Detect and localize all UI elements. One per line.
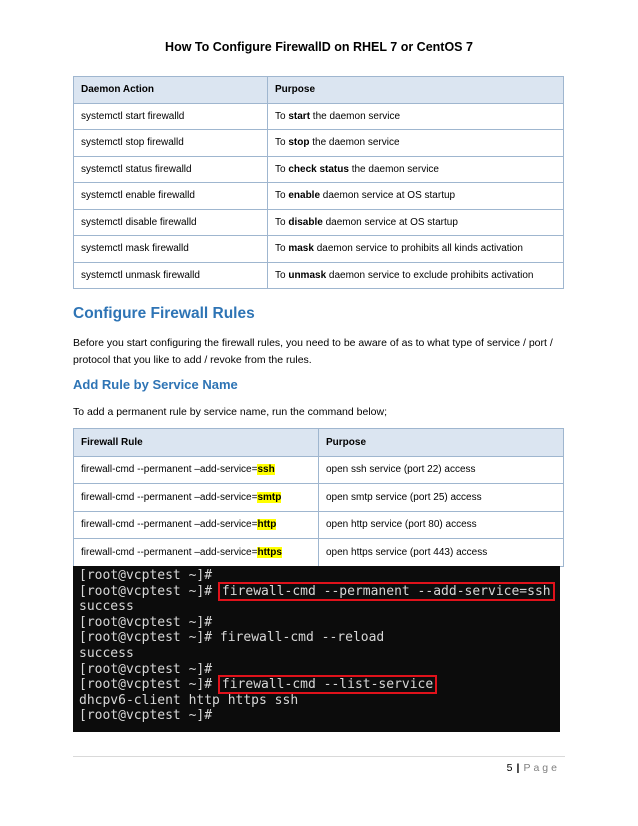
table-row — [74, 484, 564, 512]
terminal-line: success — [79, 599, 134, 615]
table-row — [74, 262, 564, 289]
terminal-line: [root@vcptest ~]# firewall-cmd --permanent --add-service=ssh — [79, 584, 554, 600]
table-header-row — [74, 77, 564, 104]
highlighted-command-box: firewall-cmd --permanent --add-service=ssh — [218, 582, 555, 601]
terminal-screenshot — [73, 566, 560, 732]
purpose-cell: To stop the daemon service — [268, 130, 564, 157]
table-row — [74, 209, 564, 236]
purpose-cell: To unmask daemon service to exclude prohibits activation — [268, 262, 564, 289]
daemon-action-cell: systemctl mask firewalld — [74, 236, 268, 263]
purpose-cell: open http service (port 80) access — [319, 511, 564, 539]
column-header-firewall-rule: Firewall Rule — [74, 429, 319, 457]
table-row — [74, 130, 564, 157]
purpose-cell: To mask daemon service to prohibits all kinds activation — [268, 236, 564, 263]
terminal-line: dhcpv6-client http https ssh — [79, 692, 299, 708]
page-number: 5 — [506, 762, 513, 774]
footer-separator: | — [516, 762, 520, 774]
table-row — [74, 236, 564, 263]
terminal-line: [root@vcptest ~]# — [79, 614, 213, 630]
column-header-purpose: Purpose — [319, 429, 564, 457]
firewall-rule-cell: firewall-cmd --permanent –add-service=http — [74, 511, 319, 539]
table-row — [74, 183, 564, 210]
service-highlight: https — [257, 546, 282, 558]
daemon-action-table — [73, 76, 564, 289]
table-row — [74, 103, 564, 130]
daemon-action-cell: systemctl start firewalld — [74, 103, 268, 130]
purpose-cell: To enable daemon service at OS startup — [268, 183, 564, 210]
column-header-purpose: Purpose — [268, 77, 564, 104]
daemon-action-cell: systemctl enable firewalld — [74, 183, 268, 210]
column-header-daemon-action: Daemon Action — [74, 77, 268, 104]
subsection-intro-paragraph: To add a permanent rule by service name, run the command below; — [73, 406, 388, 418]
purpose-cell: open https service (port 443) access — [319, 539, 564, 567]
table-row — [74, 539, 564, 567]
section-intro-paragraph: Before you start configuring the firewall rules, you need to be aware of as to what type of service / port / protocol that you like to add / revoke from the rules. — [73, 337, 553, 366]
daemon-action-cell: systemctl stop firewalld — [74, 130, 268, 157]
firewall-rule-cell: firewall-cmd --permanent –add-service=https — [74, 539, 319, 567]
terminal-line: [root@vcptest ~]# firewall-cmd --list-service — [79, 677, 554, 693]
firewall-rule-cell: firewall-cmd --permanent –add-service=ssh — [74, 456, 319, 484]
purpose-cell: To check status the daemon service — [268, 156, 564, 183]
firewall-rule-cell: firewall-cmd --permanent –add-service=smtp — [74, 484, 319, 512]
service-highlight: ssh — [257, 464, 275, 476]
footer-divider — [73, 756, 565, 757]
terminal-line: [root@vcptest ~]# — [79, 708, 213, 724]
table-row — [74, 156, 564, 183]
service-highlight: http — [257, 519, 277, 531]
table-row — [74, 511, 564, 539]
terminal-line: [root@vcptest ~]# firewall-cmd --reload — [79, 630, 385, 646]
document-header: How To Configure FirewallD on RHEL 7 or CentOS 7 — [165, 40, 473, 54]
terminal-line: success — [79, 645, 134, 661]
table-header-row — [74, 429, 564, 457]
page-word: Page — [523, 762, 560, 774]
purpose-cell: open ssh service (port 22) access — [319, 456, 564, 484]
service-highlight: smtp — [257, 491, 282, 503]
subsection-title: Add Rule by Service Name — [73, 377, 238, 392]
terminal-line: [root@vcptest ~]# — [79, 568, 213, 583]
daemon-action-cell: systemctl disable firewalld — [74, 209, 268, 236]
daemon-action-cell: systemctl unmask firewalld — [74, 262, 268, 289]
terminal-line: [root@vcptest ~]# — [79, 661, 213, 677]
purpose-cell: To start the daemon service — [268, 103, 564, 130]
purpose-cell: open smtp service (port 25) access — [319, 484, 564, 512]
highlighted-command-box: firewall-cmd --list-service — [218, 675, 437, 694]
daemon-action-cell: systemctl status firewalld — [74, 156, 268, 183]
firewall-rule-table — [73, 428, 564, 567]
purpose-cell: To disable daemon service at OS startup — [268, 209, 564, 236]
page-footer — [507, 762, 560, 774]
section-title: Configure Firewall Rules — [73, 305, 255, 322]
table-row — [74, 456, 564, 484]
